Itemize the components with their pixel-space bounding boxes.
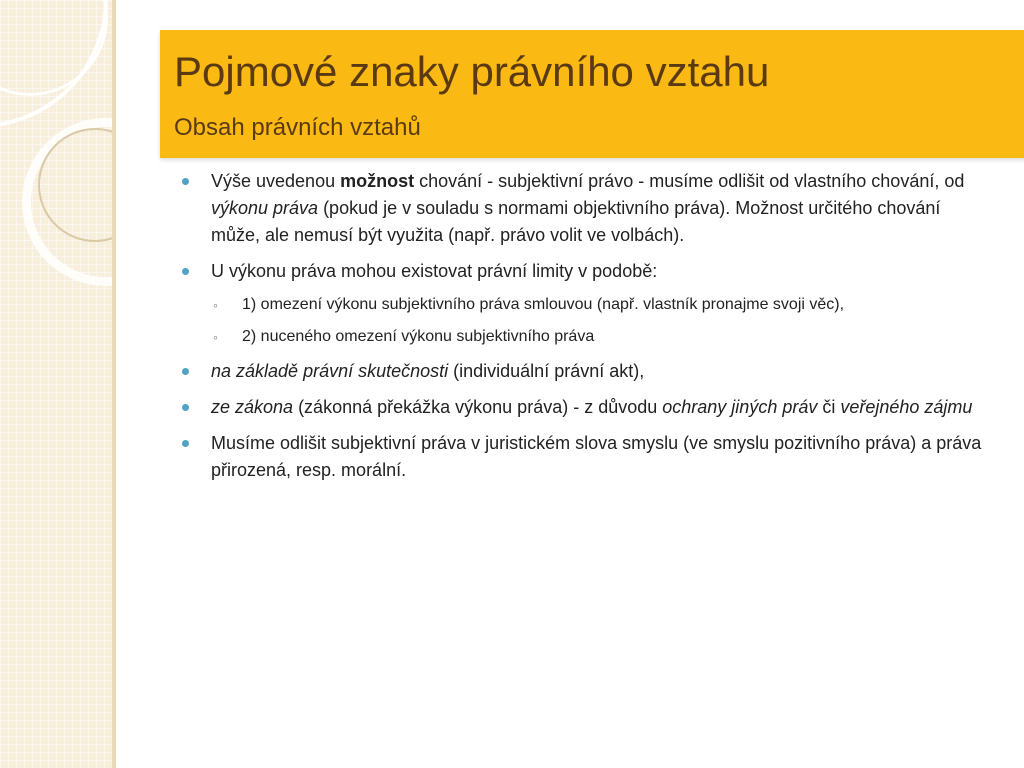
bullet-item: Výše uvedenou možnost chování - subjektivní právo - musíme odlišit od vlastního chování, od výkonu práva (pokud je v souladu s normami objektivního práva). Možnost určitého chování může, ale nemusí být využita (např. právo volit ve volbách). [180,168,990,249]
title-bar [160,30,1024,158]
bullet-item: na základě právní skutečnosti (individuální právní akt), [180,358,990,385]
sidebar-edge [112,0,116,768]
bullet-item: Musíme odlišit subjektivní práva v juristickém slova smyslu (ve smyslu pozitivního práva) a práva přirozená, resp. morální. [180,430,990,484]
slide-content [180,168,990,493]
decorative-ring [0,0,108,96]
bullet-item: U výkonu práva mohou existovat právní limity v podobě: [180,258,990,285]
sub-bullet-item: ◦ 2) nuceného omezení výkonu subjektivního práva [180,326,990,348]
sub-bullet-item: ◦ 1) omezení výkonu subjektivního práva smlouvou (např. vlastník pronajme svoji věc), [180,294,990,316]
decorative-sidebar [0,0,112,768]
slide-title: Pojmové znaky právního vztahu [174,48,770,95]
slide-subtitle: Obsah právních vztahů [174,114,421,141]
bullet-item: ze zákona (zákonná překážka výkonu práva) - z důvodu ochrany jiných práv či veřejného zájmu [180,394,990,421]
bullet-list [180,168,990,484]
